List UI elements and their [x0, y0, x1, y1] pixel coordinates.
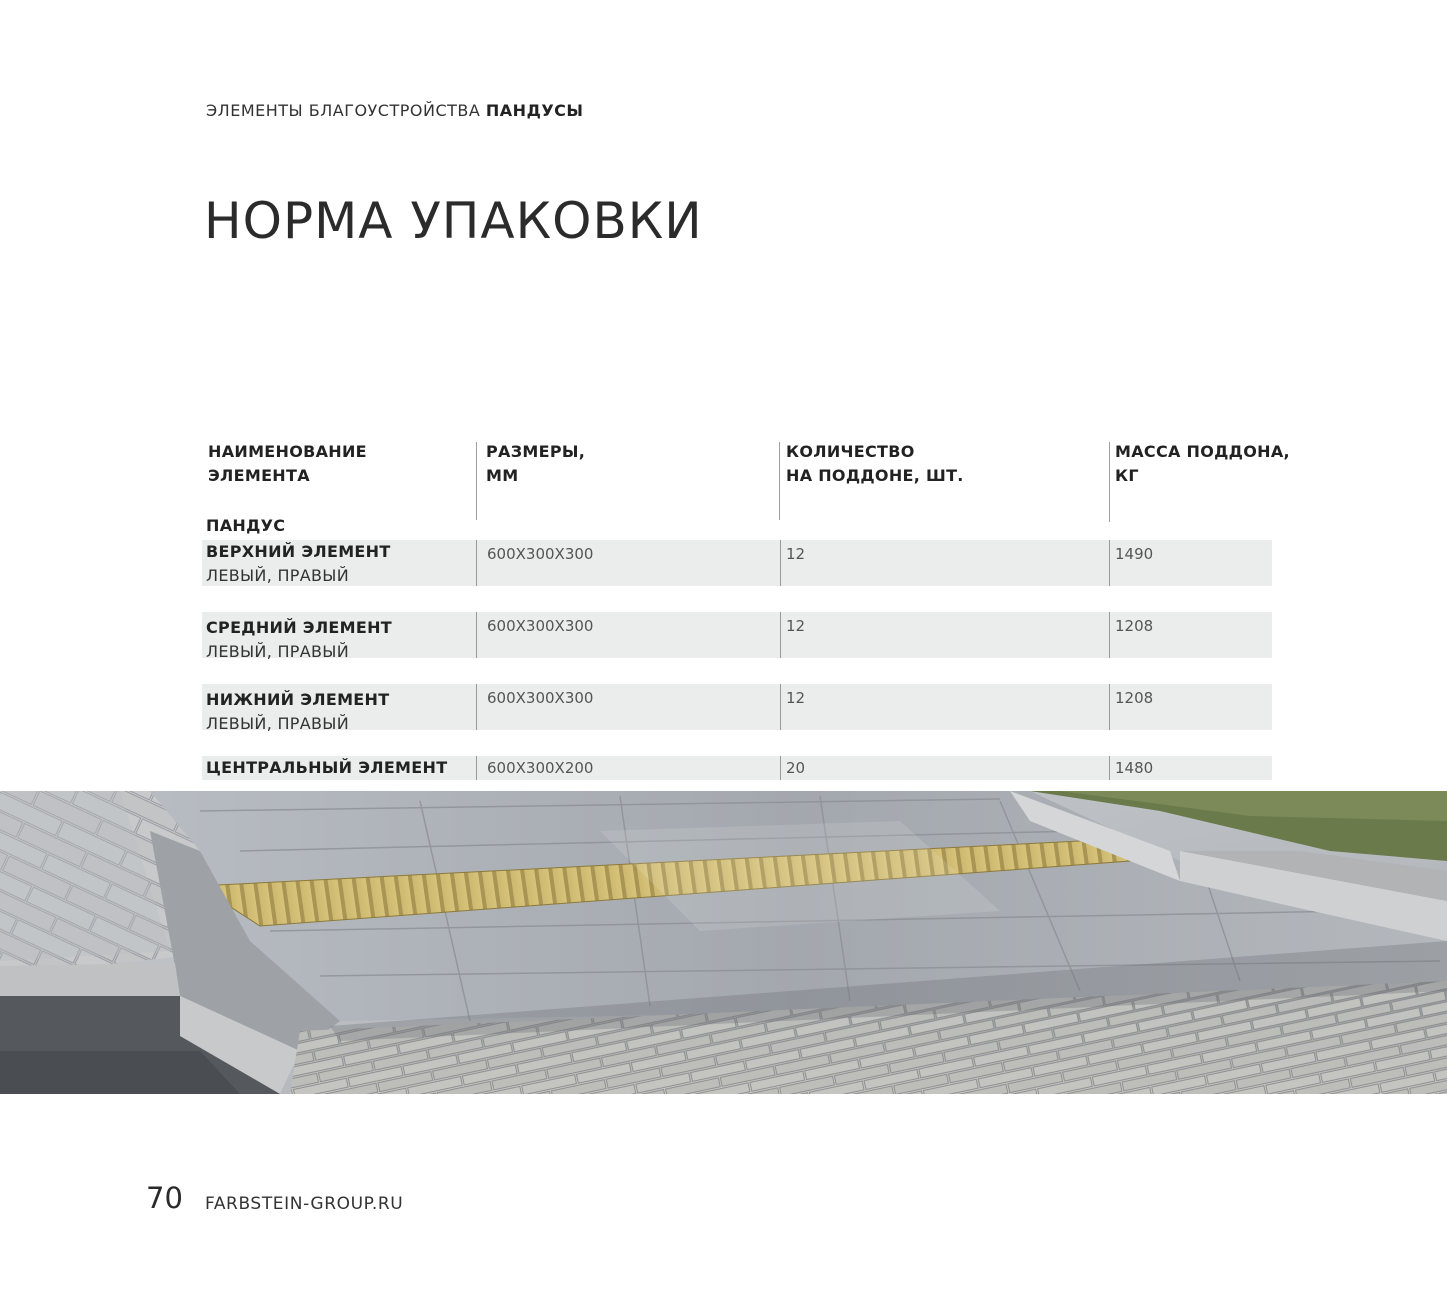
table-row [202, 684, 1272, 733]
row-mass: 1480 [1115, 759, 1154, 777]
row-name: СРЕДНИЙ ЭЛЕМЕНТ ЛЕВЫЙ, ПРАВЫЙ [206, 618, 393, 661]
header-separator [779, 442, 780, 520]
table-row [202, 756, 1272, 780]
site-url[interactable]: FARBSTEIN-GROUP.RU [205, 1194, 404, 1214]
row-separator [476, 540, 477, 586]
page-title: НОРМА УПАКОВКИ [204, 192, 703, 250]
group-label: ПАНДУС [206, 516, 286, 535]
table-row [202, 540, 1272, 586]
row-name: НИЖНИЙ ЭЛЕМЕНТ ЛЕВЫЙ, ПРАВЫЙ [206, 690, 390, 733]
page-number: 70 [146, 1181, 183, 1215]
row-name: ВЕРХНИЙ ЭЛЕМЕНТ ЛЕВЫЙ, ПРАВЫЙ [206, 542, 391, 585]
ramp-photo [0, 791, 1447, 1094]
row-separator [780, 684, 781, 730]
row-separator [1109, 612, 1110, 658]
header-separator [476, 442, 477, 520]
row-quantity: 20 [786, 759, 806, 777]
row-separator [1109, 756, 1110, 780]
ramp-photo-illustration [0, 791, 1447, 1094]
row-size: 600Х300Х300 [487, 545, 594, 563]
table-row [202, 612, 1272, 661]
row-size: 600Х300Х300 [487, 617, 594, 635]
row-separator [780, 756, 781, 780]
row-size: 600Х300Х200 [487, 759, 594, 777]
header-quantity: КОЛИЧЕСТВО НА ПОДДОНЕ, ШТ. [786, 442, 964, 485]
row-separator [780, 612, 781, 658]
breadcrumb-current: ПАНДУСЫ [485, 101, 584, 120]
row-mass: 1490 [1115, 545, 1154, 563]
row-quantity: 12 [786, 617, 806, 635]
row-separator [780, 540, 781, 586]
row-size: 600Х300Х300 [487, 689, 594, 707]
header-name: НАИМЕНОВАНИЕ ЭЛЕМЕНТА [208, 442, 367, 485]
row-mass: 1208 [1115, 689, 1154, 707]
row-separator [476, 684, 477, 730]
row-quantity: 12 [786, 545, 806, 563]
breadcrumb-section: ЭЛЕМЕНТЫ БЛАГОУСТРОЙСТВА [206, 101, 481, 120]
row-separator [1109, 684, 1110, 730]
breadcrumb [206, 101, 583, 120]
row-separator [476, 756, 477, 780]
row-separator [1109, 540, 1110, 586]
header-size: РАЗМЕРЫ, ММ [486, 442, 586, 485]
header-separator [1109, 442, 1110, 522]
row-separator [476, 612, 477, 658]
row-mass: 1208 [1115, 617, 1154, 635]
header-mass: МАССА ПОДДОНА, КГ [1115, 442, 1290, 485]
row-name: ЦЕНТРАЛЬНЫЙ ЭЛЕМЕНТ [206, 758, 448, 777]
row-quantity: 12 [786, 689, 806, 707]
